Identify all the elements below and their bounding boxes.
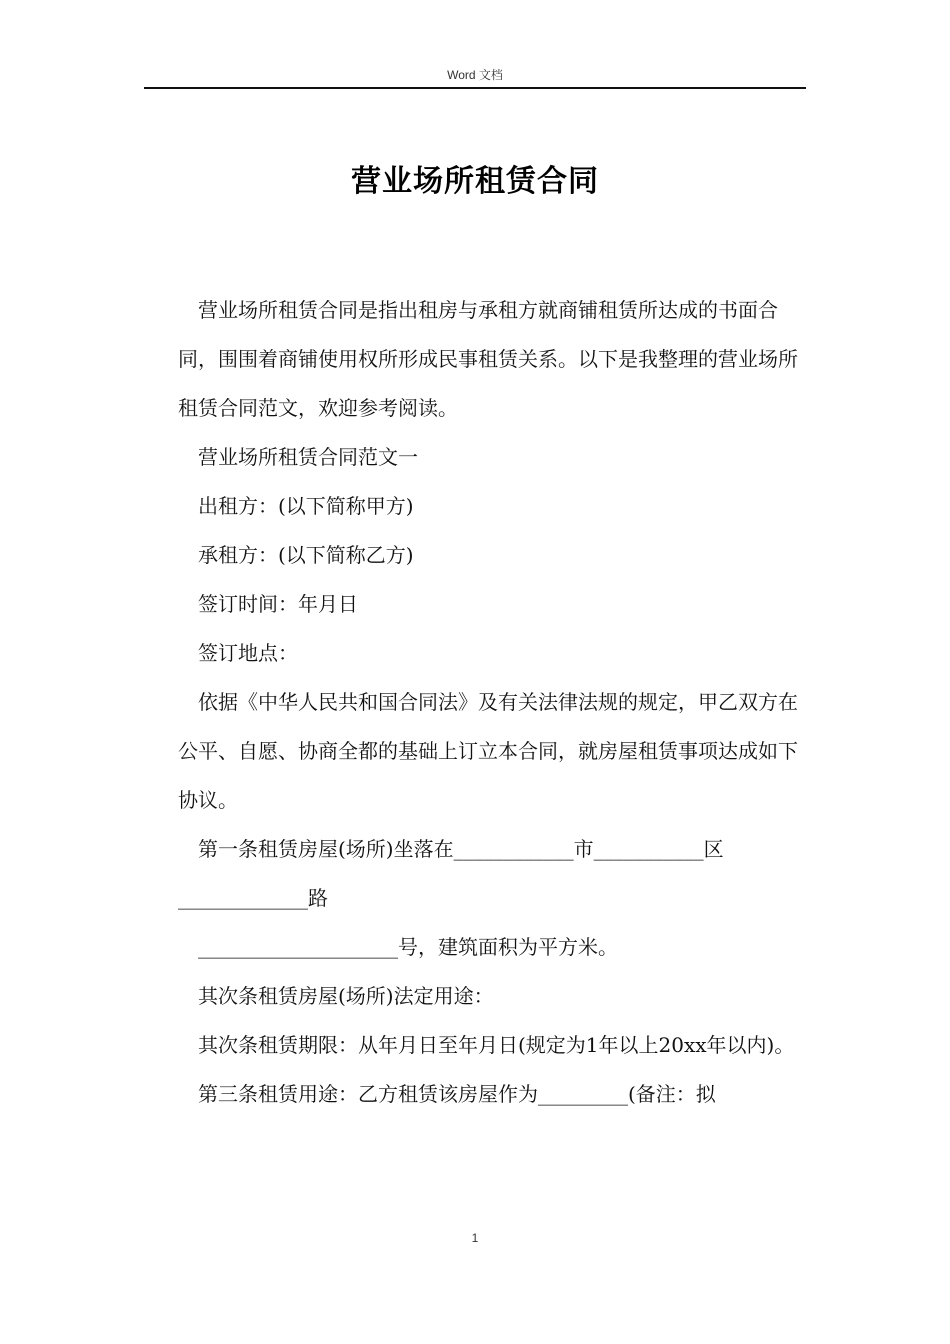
signing-date-line: 签订时间：年月日 bbox=[198, 592, 358, 616]
sample-heading: 营业场所租赁合同范文一 bbox=[198, 445, 418, 469]
header-divider bbox=[144, 87, 806, 89]
article-2-legal-use: 其次条租赁房屋(场所)法定用途： bbox=[198, 984, 494, 1008]
intro-paragraph: 营业场所租赁合同是指出租房与承租方就商铺租赁所达成的书面合同，围围着商铺使用权所形成民事租赁关系。以下是我整理的营业场所租赁合同范文，欢迎参考阅读。 bbox=[178, 298, 798, 420]
page-number: 1 bbox=[471, 1231, 479, 1245]
basis-paragraph: 依据《中华人民共和国合同法》及有关法律法规的规定，甲乙双方在公平、自愿、协商全都的基础上订立本合同，就房屋租赁事项达成如下协议。 bbox=[178, 690, 798, 812]
article-2-term: 其次条租赁期限：从年月日至年月日(规定为1年以上20xx年以内)。 bbox=[198, 1033, 795, 1057]
signing-place-line: 签订地点： bbox=[198, 641, 298, 665]
article-3-use: 第三条租赁用途：乙方租赁该房屋作为_________(备注：拟 bbox=[198, 1082, 716, 1106]
article-1-area: ____________________号，建筑面积为平方米。 bbox=[198, 935, 618, 959]
article-1-location: 第一条租赁房屋(场所)坐落在____________市___________区_____________路 bbox=[178, 837, 724, 910]
lessee-line: 承租方：(以下简称乙方) bbox=[198, 543, 414, 567]
document-body bbox=[178, 286, 804, 1119]
lessor-line: 出租方：(以下简称甲方) bbox=[198, 494, 414, 518]
document-title: 营业场所租赁合同 bbox=[351, 164, 599, 199]
page-header-label: Word 文档 bbox=[447, 68, 503, 82]
